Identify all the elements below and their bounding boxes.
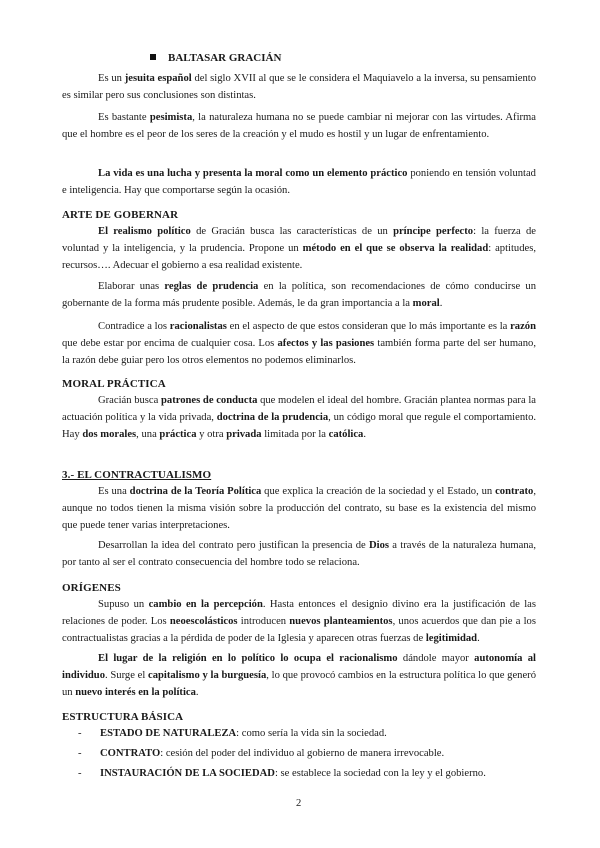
heading-arte-de-gobernar: ARTE DE GOBERNAR bbox=[62, 209, 179, 221]
paragraph: Elaborar unas reglas de prudencia en la política, son recomendaciones de cómo conducirse un gobernante de la forma más prudente posible. Además, le da gran importancia a la moral. bbox=[62, 281, 536, 309]
list-item: - ESTADO DE NATURALEZA: como sería la vida sin la sociedad. bbox=[78, 728, 387, 739]
paragraph: Es una doctrina de la Teoría Política que explica la creación de la sociedad y el Estado, un contrato, aunque no todos tienen la misma visión sobre la producción del contrato, su base es la existencia del mismo que puede tener varias interpretaciones. bbox=[62, 486, 537, 531]
heading-moral-practica: MORAL PRÁCTICA bbox=[62, 378, 166, 390]
heading-origenes: ORÍGENES bbox=[62, 582, 121, 594]
list-item: - CONTRATO: cesión del poder del individuo al gobierno de manera irrevocable. bbox=[78, 748, 445, 759]
heading-contractualismo: 3.- EL CONTRACTUALISMO bbox=[62, 469, 212, 481]
paragraph: Gracián busca patrones de conducta que modelen el ideal del hombre. Gracián plantea normas para la actuación política y la vida privada, doctrina de la prudencia, un código moral que regule el comportamiento. Hay dos morales, una práctica y otra privada limitada por la católica. bbox=[62, 395, 537, 440]
list-item: - INSTAURACIÓN DE LA SOCIEDAD: se establece la sociedad con la ley y el gobierno. bbox=[78, 768, 486, 779]
heading-estructura-basica: ESTRUCTURA BÁSICA bbox=[62, 711, 184, 723]
paragraph: Desarrollan la idea del contrato pero justifican la presencia de Dios a través de la naturaleza humana, por tanto al ser el contrato consecuencia del hombre todo se relaciona. bbox=[62, 540, 537, 568]
page-number: 2 bbox=[296, 798, 302, 809]
section-title: BALTASAR GRACIÁN bbox=[150, 52, 281, 64]
paragraph: Es bastante pesimista, la naturaleza humana no se puede cambiar ni mejorar con las virtudes. Afirma que el hombre es el peor de los seres de la creación y el mudo es hostil y un lugar de enfrentamiento. bbox=[62, 112, 536, 140]
paragraph: El lugar de la religión en lo político lo ocupa el racionalismo dándole mayor autonomía al individuo. Surge el capitalismo y la burguesía, lo que provocó cambios en la estructura política lo que generó un nuevo interés en la política. bbox=[62, 653, 536, 698]
paragraph: Contradice a los racionalistas en el aspecto de que estos consideran que lo más importante es la razón que debe estar por encima de cualquier cosa. Los afectos y las pasiones también forma parte del ser humano, la razón debe guiar pero los otros elementos no podemos eliminarlos. bbox=[62, 321, 536, 366]
paragraph: El realismo político de Gracián busca las características de un príncipe perfecto: la fuerza de voluntad y la inteligencia, y la prudencia. Propone un método en el que se observa la realidad: aptitudes, recursos…. Adecuar el gobierno a esa realidad existente. bbox=[62, 226, 537, 271]
paragraph: Es un jesuita español del siglo XVII al que se le considera el Maquiavelo a la inversa, su pensamiento es similar pero sus conclusiones son distintas. bbox=[62, 73, 536, 101]
square-bullet-icon bbox=[150, 54, 156, 60]
paragraph: La vida es una lucha y presenta la moral como un elemento práctico poniendo en tensión voluntad e inteligencia. Hay que comportarse según la ocasión. bbox=[62, 168, 536, 196]
paragraph: Supuso un cambio en la percepción. Hasta entonces el designio divino era la justificación de las relaciones de poder. Los neoescolásticos introducen nuevos planteamientos, unos acuerdos que dan pie a los contractualistas gracias a la pérdida de poder de la Iglesia y aparecen otras fuerzas de legitimidad. bbox=[62, 599, 537, 644]
